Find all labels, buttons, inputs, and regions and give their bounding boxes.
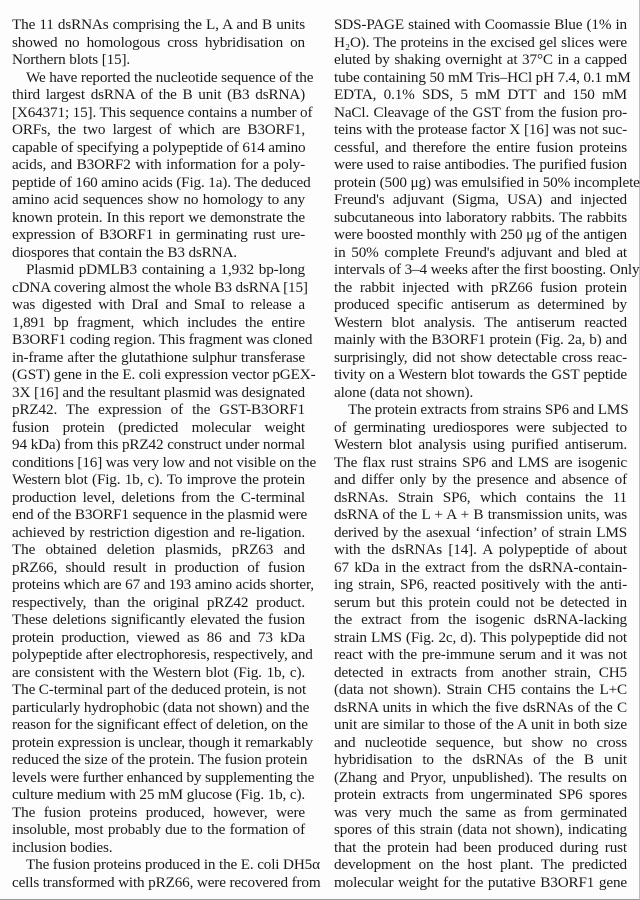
- text-line: 67 kDa in the extract from the dsRNA-contain-: [334, 558, 627, 576]
- text-line: diospores that contain the B3 dsRNA.: [12, 243, 237, 261]
- text-line: protein production, viewed as 86 and 73 kDa: [12, 628, 305, 646]
- text-line: was digested with DraI and SmaI to release a: [12, 296, 305, 313]
- text-line: cDNA covering almost the whole B3 dsRNA [15]: [12, 278, 308, 296]
- text-line: dsRNA of the L + A + B transmission units, was: [334, 506, 627, 523]
- text-line: subcutaneous into laboratory rabbits. The rabbits: [334, 208, 627, 226]
- text-line: were boosted monthly with 250 μg of the antigen: [334, 226, 627, 243]
- text-line: pRZ42. The expression of the GST-B3ORF1: [12, 401, 305, 418]
- text-line: with the dsRNAs [14]. A polypeptide of about: [334, 541, 627, 558]
- text-line: The protein extracts from strains SP6 and LMS: [348, 401, 629, 418]
- text-line: B3ORF1 coding region. This fragment was cloned: [12, 331, 313, 348]
- text-line: The obtained deletion plasmids, pRZ63 and: [12, 541, 305, 558]
- text-line: Western blot analysis. The antiserum reacted: [334, 313, 627, 331]
- text-line: These deletions significantly elevated the fusion: [12, 611, 305, 628]
- text-line: pRZ66, should result in production of fusion: [12, 558, 305, 576]
- text-line: react with the pre-immune serum and it was not: [334, 646, 627, 663]
- text-line: teins with the protease factor X [16] was not suc-: [334, 121, 627, 138]
- text-line: The flax rust strains SP6 and LMS are isogenic: [334, 453, 627, 471]
- text-line: strain LMS (Fig. 2c, d). This polypeptide did not: [334, 628, 627, 646]
- text-line: produced specific antiserum as determined by: [334, 296, 627, 313]
- text-line: derived by the asexual ‘infection’ of strain LMS: [334, 523, 627, 541]
- text-line: tivity on a Western blot towards the GST peptide: [334, 366, 627, 383]
- text-line: in 50% complete Freund's adjuvant and bled at: [334, 243, 627, 261]
- text-line: was very much the same as from germinated: [334, 803, 627, 821]
- text-line: (Zhang and Pryor, unpublished). The results on: [334, 768, 627, 786]
- text-line: serum but this protein could not be detected in: [334, 593, 627, 611]
- text-line: 3X [16] and the resultant plasmid was designated: [12, 383, 305, 401]
- text-line: were used to raise antibodies. The purified fusion: [334, 156, 627, 173]
- text-line: surprisingly, did not show detectable cross reac-: [334, 348, 627, 366]
- text-line: 1,891 bp fragment, which includes the entire: [12, 313, 305, 331]
- text-line: dsRNAs. Strain SP6, which contains the 11: [334, 488, 627, 506]
- text-line: expression of B3ORF1 in germinating rust ure-: [12, 226, 305, 243]
- text-line: end of the B3ORF1 sequence in the plasmid were: [12, 506, 308, 523]
- text-line: inclusion bodies.: [12, 838, 113, 856]
- text-line: spores of this strain (data not shown), indicating: [334, 821, 627, 838]
- text-line: (data not shown). Strain CH5 contains the L+C: [334, 681, 627, 698]
- text-line: ORFs, the two largest of which are B3ORF1,: [12, 121, 305, 138]
- text-line: ing strain, SP6, reacted positively with the anti-: [334, 576, 627, 593]
- text-line: protein (500 μg) was emulsified in 50% incomplete: [334, 173, 640, 191]
- text-line: reason for the significant effect of deletion, on the: [12, 716, 308, 733]
- text-line: 94 kDa) from this pRZ42 construct under normal: [12, 436, 305, 453]
- text-line: NaCl. Cleavage of the GST from the fusion pro-: [334, 103, 627, 121]
- text-line: Western blot analysis using purified antiserum.: [334, 436, 627, 453]
- text-line: respectively, than the original pRZ42 product.: [12, 593, 305, 611]
- text-line: The fusion proteins produced in the E. coli DH5α: [26, 856, 320, 873]
- text-line: proteins which are 67 and 193 amino acids shorter,: [12, 576, 314, 593]
- text-line: and differ only by the presence and absence of: [334, 471, 627, 488]
- text-line: protein extracts from ungerminated SP6 spores: [334, 786, 627, 803]
- text-line: The C-terminal part of the deduced protein, is not: [12, 681, 307, 698]
- text-line: The fusion proteins produced, however, were: [12, 803, 305, 821]
- text-line: dsRNA units in which the five dsRNAs of the C: [334, 698, 627, 716]
- text-line: levels were further enhanced by supplementing the: [12, 768, 315, 786]
- text-line: unit are similar to those of the A unit in both size: [334, 716, 627, 733]
- text-line: [X64371; 15]. This sequence contains a number of: [12, 103, 313, 121]
- text-line: protein expression is unclear, though it remarkably: [12, 733, 313, 751]
- text-line: We have reported the nucleotide sequence of the: [26, 68, 314, 86]
- text-line: SDS-PAGE stained with Coomassie Blue (1% in: [334, 16, 627, 33]
- text-line: conditions [16] was very low and not visible on the: [12, 453, 317, 471]
- text-line: (GST) gene in the E. coli expression vector pGEX-: [12, 366, 316, 383]
- left-text-column: [12, 16, 321, 891]
- text-line: known protein. In this report we demonstrate the: [12, 208, 305, 226]
- text-line: Northern blots [15].: [12, 51, 131, 68]
- text-line: detected in extracts from another strain, CH5: [334, 663, 627, 681]
- text-line: reduced the size of the protein. The fusion protein: [12, 751, 308, 768]
- text-line: development on the host plant. The predicted: [334, 856, 627, 873]
- text-line: Plasmid pDMLB3 containing a 1,932 bp-long: [26, 261, 305, 278]
- text-line: molecular weight for the putative B3ORF1 gene: [334, 873, 627, 891]
- text-line: third largest dsRNA of the B unit (B3 dsRNA): [12, 86, 305, 103]
- text-line: that the protein had been produced during rust: [334, 838, 627, 856]
- text-line: mainly with the B3ORF1 protein (Fig. 2a, b) and: [334, 331, 627, 348]
- text-line: alone (data not shown).: [334, 383, 474, 401]
- text-line: are consistent with the Western blot (Fig. 1b, c).: [12, 663, 305, 681]
- text-line: the rabbit injected with pRZ66 fusion protein: [334, 278, 627, 296]
- text-line: culture medium with 25 mM glucose (Fig. 1b, c).: [12, 786, 305, 803]
- text-line: capable of specifying a polypeptide of 614 amino: [12, 138, 306, 156]
- text-line: cells transformed with pRZ66, were recovered from: [12, 873, 321, 891]
- text-line: fusion protein (predicted molecular weight: [12, 418, 305, 436]
- text-line: insoluble, most probably due to the formation of: [12, 821, 305, 838]
- text-line: acids, and B3ORF2 with information for a poly-: [12, 156, 305, 173]
- text-line: showed no homologous cross hybridisation on: [12, 33, 305, 51]
- text-line: Western blot (Fig. 1b, c). To improve the protein: [12, 471, 305, 488]
- text-line: H₂O). The proteins in the excised gel slices were: [334, 33, 627, 51]
- text-line: The 11 dsRNAs comprising the L, A and B units: [12, 16, 305, 33]
- text-line: and nucleotide sequence, but show no cross: [334, 733, 627, 751]
- text-line: particularly hydrophobic (data not shown) and the: [12, 698, 310, 716]
- text-line: eluted by shaking overnight at 37°C in a capped: [334, 51, 627, 68]
- text-line: in-frame after the glutathione sulphur transferase: [12, 348, 305, 366]
- text-line: achieved by restriction digestion and re-ligation.: [12, 523, 305, 541]
- text-line: cessful, and therefore the entire fusion proteins: [334, 138, 627, 156]
- text-line: hybridisation to the dsRNAs of the B unit: [334, 751, 627, 768]
- text-line: intervals of 3–4 weeks after the first boosting. Only: [334, 261, 640, 278]
- text-line: of germinating urediospores were subjected to: [334, 418, 627, 436]
- text-line: polypeptide after electrophoresis, respectively, and: [12, 646, 313, 663]
- text-line: EDTA, 0.1% SDS, 5 mM DTT and 150 mM: [334, 86, 627, 103]
- text-line: production level, deletions from the C-terminal: [12, 488, 305, 506]
- text-line: peptide of 160 amino acids (Fig. 1a). The deduced: [12, 173, 311, 191]
- text-line: tube containing 50 mM Tris–HCl pH 7.4, 0.1 mM: [334, 68, 631, 86]
- text-line: the extract from the isogenic dsRNA-lacking: [334, 611, 627, 628]
- text-line: amino acid sequences show no homology to any: [12, 191, 305, 208]
- text-line: Freund's adjuvant (Sigma, USA) and injected: [334, 191, 627, 208]
- right-text-column: [334, 16, 640, 891]
